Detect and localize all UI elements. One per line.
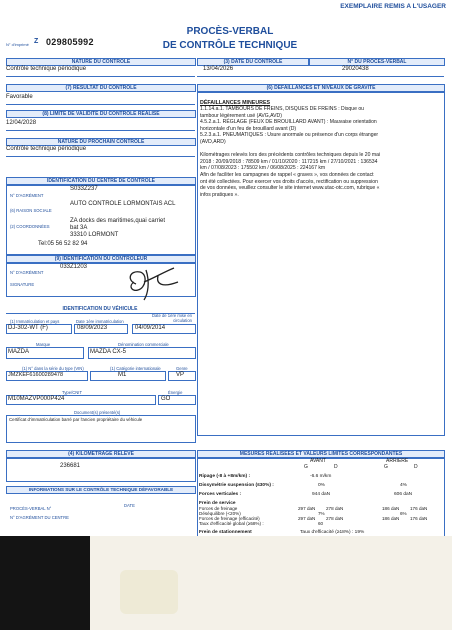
pv-number-header: N° DU PROCÈS-VERBAL: [309, 58, 445, 66]
validity-value: 12/04/2028: [6, 120, 37, 126]
defects-header: (6) DÉFAILLANCES ET NIVEAUX DE GRAVITÉ: [197, 84, 445, 92]
nature-header: NATURE DU CONTRÔLE: [6, 58, 196, 66]
denom-value: MAZDA CX-5: [90, 349, 127, 355]
energie-label: Énergie: [168, 390, 183, 395]
privacy-line: infos pratiques ».: [200, 191, 239, 198]
controller-agrement-label: N° D'AGRÉMENT: [10, 270, 44, 275]
controller-header: (9) IDENTIFICATION DU CONTRÔLEUR: [6, 255, 196, 263]
prev-date-label: DATE: [124, 503, 135, 508]
km-history-line: km / 07/08/2023 : 175502 km / 06/08/2025 : 224167 km: [200, 165, 326, 172]
type-label: Type/CNIT: [62, 390, 83, 395]
vin-value: JMZKEF61600289478: [8, 372, 64, 378]
defect-line: horizontale d'un feu de brouillard avant (D): [200, 125, 297, 132]
vin-label: (1) N° dans la série du type (VIN): [22, 366, 84, 371]
defect-line: (AVD,ARD): [200, 138, 226, 145]
eff-arg: 186 daN: [382, 516, 400, 521]
arriere-label: ARRIERE: [386, 458, 409, 464]
result-header: (7) RÉSULTAT DU CONTRÔLE: [6, 84, 196, 92]
print-number: 029805992: [46, 37, 94, 47]
ripage-value: -6.6 m/km: [310, 474, 332, 479]
forces-v-label: Forces verticales :: [199, 492, 242, 497]
taux-value: 60: [318, 521, 324, 526]
dark-background-area: [0, 536, 90, 630]
genre-label: Genre: [176, 366, 188, 371]
center-coord-label: (2) COORDONNÉES: [10, 224, 50, 229]
km-history-line: Kilométrages relevés lors des précédents contrôles techniques depuis le 20 mai: [200, 152, 381, 159]
defects-list: [200, 106, 440, 198]
defect-line: 4.5.2.a.1. RÉGLAGE (FEUX DE BROUILLARD AVANT) : Mauvaise orientation: [200, 119, 377, 126]
center-addr3: 33310 LORMONT: [70, 232, 119, 238]
defects-heading: DÉFAILLANCES MINEURES: [200, 100, 271, 106]
date-value: 13/04/2026: [203, 66, 234, 72]
defect-line: tambour légèrement usé (AVG,AVD): [200, 112, 282, 119]
freinage-label: Forces de freinage: [199, 506, 238, 511]
defect-line: 5.2.3.a.1. PNEUMATIQUES : Usure anormale ou présence d'un corps étranger: [200, 132, 379, 139]
freinage-ard: 176 daN: [410, 506, 428, 511]
first-reg-value: 08/09/2023: [77, 325, 108, 331]
defect-gap: [200, 146, 440, 153]
cat-value: M1: [118, 372, 127, 378]
center-raison-label: (6) RAISON SOCIALE: [10, 208, 52, 213]
eff-ard: 176 daN: [410, 516, 428, 521]
next-control-value: Contrôle technique périodique: [6, 146, 87, 152]
marque-label: Marque: [36, 342, 51, 347]
km-value: 236681: [60, 463, 81, 469]
pv-number-value: 29020438: [342, 66, 369, 72]
stat-label: Frein de stationnement: [199, 530, 252, 535]
immat-value: DJ-302-WT (F): [8, 325, 48, 331]
title-line1: PROCÈS-VERBAL: [186, 26, 274, 37]
center-agrement: S033Z237: [70, 186, 98, 192]
title-line2: DE CONTRÔLE TECHNIQUE: [162, 40, 298, 51]
print-series: Z: [34, 38, 39, 45]
km-history-line: 2018 : 20/09/2018 : 78509 km / 01/10/2020 : 117215 km / 27/10/2021 : 136534: [200, 158, 378, 165]
divider: [6, 156, 195, 157]
circ-label: Date de 1ère mise en circulation: [151, 313, 192, 323]
date-header: (3) DATE DU CONTRÔLE: [197, 58, 309, 66]
ripage-label: Ripage (-8 à +8m/km) :: [199, 474, 251, 479]
next-control-header: NATURE DU PROCHAIN CONTRÔLE: [6, 138, 196, 146]
docs-value: Certificat d'immatriculation barré par l'ancien propriétaire du véhicule: [9, 417, 143, 422]
immat-label: (1) Immatriculation et pays: [10, 319, 60, 324]
docs-label: Document(s) présenté(s): [74, 410, 121, 415]
center-raison: AUTO CONTROLE LORMONTAIS ACL: [70, 201, 176, 207]
privacy-line: Afin de faciliter les campagnes de rappel « graves », vos données de contact: [200, 171, 374, 178]
eff-avd: 278 daN: [326, 516, 344, 521]
divider: [6, 76, 195, 77]
km-header: (4) KILOMÉTRAGE RELEVÉ: [6, 450, 196, 458]
center-tel: Tel:05 56 52 82 94: [38, 241, 88, 247]
taux-label: Taux d'efficacité global (≥58%) :: [199, 521, 264, 526]
avant-d: D: [334, 464, 338, 470]
center-agrement-label: N° D'AGRÉMENT: [10, 193, 44, 198]
denom-label: Dénomination commerciale: [118, 342, 169, 347]
energie-value: GO: [161, 396, 171, 402]
privacy-line: de vos données, veuillez consulter le site internet www.utac-otc.com, rubrique «: [200, 185, 380, 192]
validity-header: (8) LIMITE DE VALIDITÉ DU CONTRÔLE RÉALISÉ: [6, 110, 196, 118]
divider: [197, 76, 444, 77]
desequ-avant: 7%: [318, 511, 325, 516]
freinage-avg: 297 daN: [298, 506, 316, 511]
eff-label: Forces de freinage (efficacité): [199, 516, 260, 521]
desequ-label: Déséquilibre (<20%): [199, 511, 241, 516]
cat-box: [90, 371, 166, 381]
first-reg-label: Date 1ère immatriculation: [76, 319, 124, 324]
controller-agrement: 033Z1203: [60, 264, 88, 270]
center-header: IDENTIFICATION DU CENTRE DE CONTRÔLE: [6, 177, 196, 185]
measures-header: MESURES RÉALISÉES ET VALEURS LIMITES CORRESPONDANTES: [197, 450, 445, 458]
prev-header: INFORMATIONS SUR LE CONTRÔLE TECHNIQUE DÉFAVORABLE: [6, 486, 196, 494]
cat-label: (1) Catégorie internationale: [110, 366, 161, 371]
circ-value: 04/09/2014: [135, 325, 166, 331]
paper-sticker: [120, 570, 178, 614]
divider: [6, 104, 195, 105]
eff-avg: 297 daN: [298, 516, 316, 521]
signature-image: [118, 262, 188, 302]
freinage-arg: 186 daN: [382, 506, 400, 511]
genre-value: VP: [176, 372, 185, 378]
avant-g: G: [304, 464, 308, 470]
dissym-label: Dissymétrie suspension (≤30%) :: [199, 483, 274, 488]
forces-v-arriere: 606 daN: [394, 492, 413, 497]
divider: [6, 130, 195, 131]
arriere-d: D: [414, 464, 418, 470]
freinage-avd: 278 daN: [326, 506, 344, 511]
forces-v-avant: 944 daN: [312, 492, 331, 497]
vehicle-header: IDENTIFICATION DU VÉHICULE: [62, 306, 138, 312]
signature-label: SIGNATURE: [10, 282, 35, 287]
service-label: Frein de service: [199, 501, 236, 506]
km-box: [6, 458, 196, 482]
center-addr2: bat 3A: [70, 225, 88, 231]
privacy-line: ont été collectées. Pour exercer vos droits d'accès, rectification ou suppression: [200, 178, 378, 185]
nature-value: Contrôle technique périodique: [6, 66, 87, 72]
prev-agrement-label: N° D'AGRÉMENT DU CENTRE: [10, 515, 69, 520]
arriere-g: G: [384, 464, 388, 470]
dissym-arriere: 4%: [400, 483, 407, 488]
avant-label: AVANT: [310, 458, 326, 464]
copy-label: EXEMPLAIRE REMIS A L'USAGER: [340, 3, 446, 10]
desequ-arriere: 6%: [400, 511, 407, 516]
type-value: M10MAZVP000P424: [8, 396, 65, 402]
defect-line: 1.1.14.a.1. TAMBOURS DE FREINS, DISQUES DE FREINS : Disque ou: [200, 106, 364, 112]
dissym-avant: 0%: [318, 483, 325, 488]
marque-value: MAZDA: [8, 349, 29, 355]
center-addr1: ZA docks des maritimes,quai carriet: [70, 218, 166, 224]
prev-pv-label: PROCÈS-VERBAL N°: [10, 506, 52, 511]
result-value: Favorable: [6, 94, 33, 100]
print-number-label: N° d'imprimé: [6, 42, 29, 47]
stat-value: Taux d'efficacité (≥18%) : 19%: [300, 530, 365, 535]
